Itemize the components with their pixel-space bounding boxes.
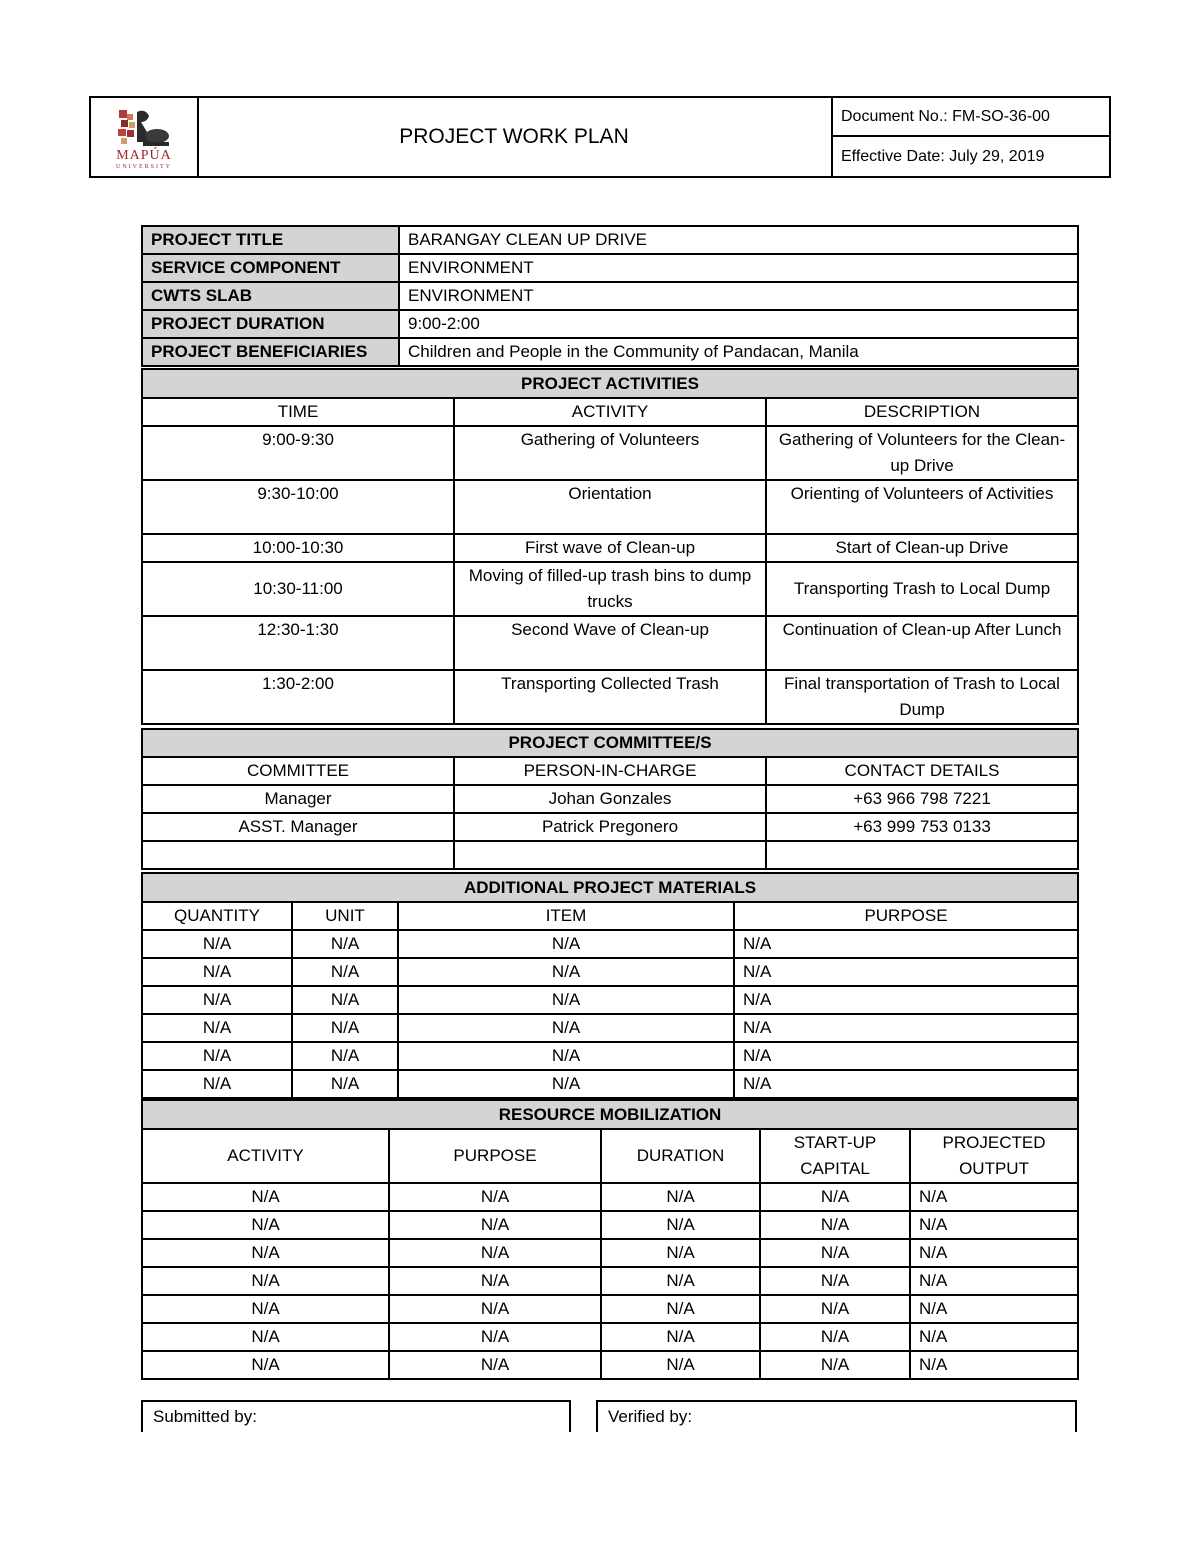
material-quantity: N/A: [142, 930, 292, 958]
material-purpose: N/A: [734, 1070, 1078, 1098]
material-unit: N/A: [292, 958, 398, 986]
resource-capital: N/A: [760, 1295, 910, 1323]
table-row: [142, 958, 1078, 986]
material-quantity: N/A: [142, 1042, 292, 1070]
activity-name: Orientation: [454, 480, 766, 534]
activity-time: 9:00-9:30: [142, 426, 454, 480]
info-label: SERVICE COMPONENT: [142, 254, 399, 282]
resource-output: N/A: [910, 1183, 1078, 1211]
resource-duration: N/A: [601, 1295, 760, 1323]
table-row: [142, 841, 1078, 869]
committee-person: [454, 841, 766, 869]
project-info-table: [141, 225, 1079, 367]
resource-capital: N/A: [760, 1351, 910, 1379]
verified-by-label: Verified by:: [608, 1407, 693, 1426]
table-row: [142, 986, 1078, 1014]
resource-purpose: N/A: [389, 1267, 601, 1295]
material-item: N/A: [398, 1014, 734, 1042]
additional-materials-table: [141, 872, 1079, 1099]
activity-time: 9:30-10:00: [142, 480, 454, 534]
committee-role: Manager: [142, 785, 454, 813]
table-row: [142, 1070, 1078, 1098]
table-row: [142, 1183, 1078, 1211]
material-unit: N/A: [292, 1042, 398, 1070]
info-row-title: [142, 226, 1078, 254]
info-row-beneficiaries: [142, 338, 1078, 366]
info-label: PROJECT BENEFICIARIES: [142, 338, 399, 366]
section-heading: ADDITIONAL PROJECT MATERIALS: [142, 873, 1078, 902]
column-header-row: [142, 757, 1078, 785]
table-row: [142, 1351, 1078, 1379]
material-quantity: N/A: [142, 1014, 292, 1042]
resource-mobilization-table: [141, 1099, 1079, 1380]
material-item: N/A: [398, 1042, 734, 1070]
resource-capital: N/A: [760, 1267, 910, 1295]
verified-by-box: [596, 1400, 1077, 1432]
resource-output: N/A: [910, 1295, 1078, 1323]
column-header-row: [142, 902, 1078, 930]
material-purpose: N/A: [734, 986, 1078, 1014]
info-row-cwts-slab: [142, 282, 1078, 310]
material-quantity: N/A: [142, 958, 292, 986]
column-header: PERSON-IN-CHARGE: [454, 757, 766, 785]
resource-purpose: N/A: [389, 1211, 601, 1239]
table-row: [142, 534, 1078, 562]
info-label: CWTS SLAB: [142, 282, 399, 310]
resource-purpose: N/A: [389, 1351, 601, 1379]
column-header: COMMITTEE: [142, 757, 454, 785]
section-heading: PROJECT COMMITTEE/S: [142, 729, 1078, 757]
activity-time: 1:30-2:00: [142, 670, 454, 724]
info-label: PROJECT DURATION: [142, 310, 399, 338]
table-row: [142, 813, 1078, 841]
info-row-service-component: [142, 254, 1078, 282]
column-header: ACTIVITY: [142, 1129, 389, 1183]
table-row: [142, 670, 1078, 724]
table-row: [142, 426, 1078, 480]
table-row: [142, 562, 1078, 616]
info-row-duration: [142, 310, 1078, 338]
activity-description: Transporting Trash to Local Dump: [766, 562, 1078, 616]
resource-activity: N/A: [142, 1183, 389, 1211]
material-item: N/A: [398, 958, 734, 986]
activity-name: Gathering of Volunteers: [454, 426, 766, 480]
document-title: PROJECT WORK PLAN: [197, 98, 833, 176]
table-row: [142, 785, 1078, 813]
committee-role: ASST. Manager: [142, 813, 454, 841]
column-header: CONTACT DETAILS: [766, 757, 1078, 785]
resource-capital: N/A: [760, 1239, 910, 1267]
material-purpose: N/A: [734, 1042, 1078, 1070]
committee-person: Patrick Pregonero: [454, 813, 766, 841]
resource-activity: N/A: [142, 1211, 389, 1239]
committee-contact: +63 966 798 7221: [766, 785, 1078, 813]
resource-duration: N/A: [601, 1239, 760, 1267]
activity-description: Continuation of Clean-up After Lunch: [766, 616, 1078, 670]
project-activities-table: [141, 368, 1079, 725]
resource-purpose: N/A: [389, 1323, 601, 1351]
committee-contact: [766, 841, 1078, 869]
activity-name: Moving of filled-up trash bins to dump trucks: [454, 562, 766, 616]
resource-duration: N/A: [601, 1323, 760, 1351]
submitted-by-label: Submitted by:: [153, 1407, 257, 1426]
material-quantity: N/A: [142, 1070, 292, 1098]
resource-capital: N/A: [760, 1323, 910, 1351]
column-header: TIME: [142, 398, 454, 426]
table-row: [142, 1042, 1078, 1070]
activity-description: Start of Clean-up Drive: [766, 534, 1078, 562]
resource-output: N/A: [910, 1323, 1078, 1351]
table-row: [142, 480, 1078, 534]
table-row: [142, 1267, 1078, 1295]
activity-time: 10:00-10:30: [142, 534, 454, 562]
info-value: ENVIRONMENT: [399, 282, 1078, 310]
column-header: DESCRIPTION: [766, 398, 1078, 426]
resource-output: N/A: [910, 1211, 1078, 1239]
project-committee-table: [141, 728, 1079, 870]
table-row: [142, 1211, 1078, 1239]
material-purpose: N/A: [734, 1014, 1078, 1042]
logo-subtext: UNIVERSITY: [116, 164, 172, 170]
activity-description: Orienting of Volunteers of Activities: [766, 480, 1078, 534]
table-row: [142, 1295, 1078, 1323]
column-header: UNIT: [292, 902, 398, 930]
logo-cell: [91, 98, 199, 176]
section-heading: PROJECT ACTIVITIES: [142, 369, 1078, 398]
column-header: PURPOSE: [389, 1129, 601, 1183]
column-header: DURATION: [601, 1129, 760, 1183]
table-row: [142, 930, 1078, 958]
info-value: BARANGAY CLEAN UP DRIVE: [399, 226, 1078, 254]
activity-description: Final transportation of Trash to Local Dump: [766, 670, 1078, 724]
column-header: PROJECTED OUTPUT: [910, 1129, 1078, 1183]
activity-description: Gathering of Volunteers for the Clean-up Drive: [766, 426, 1078, 480]
resource-purpose: N/A: [389, 1239, 601, 1267]
document-number: Document No.: FM-SO-36-00: [831, 98, 1109, 137]
activity-time: 10:30-11:00: [142, 562, 454, 616]
info-value: Children and People in the Community of Pandacan, Manila: [399, 338, 1078, 366]
resource-output: N/A: [910, 1351, 1078, 1379]
column-header: START-UP CAPITAL: [760, 1129, 910, 1183]
activity-name: Transporting Collected Trash: [454, 670, 766, 724]
resource-duration: N/A: [601, 1211, 760, 1239]
column-header: QUANTITY: [142, 902, 292, 930]
resource-output: N/A: [910, 1239, 1078, 1267]
material-unit: N/A: [292, 1014, 398, 1042]
info-label: PROJECT TITLE: [142, 226, 399, 254]
resource-activity: N/A: [142, 1323, 389, 1351]
resource-duration: N/A: [601, 1183, 760, 1211]
resource-activity: N/A: [142, 1295, 389, 1323]
logo-text: MAPÚA: [116, 148, 172, 163]
table-row: [142, 616, 1078, 670]
resource-purpose: N/A: [389, 1183, 601, 1211]
resource-duration: N/A: [601, 1351, 760, 1379]
submitted-by-box: [141, 1400, 571, 1432]
effective-date: Effective Date: July 29, 2019: [841, 147, 1045, 165]
resource-capital: N/A: [760, 1183, 910, 1211]
info-value: 9:00-2:00: [399, 310, 1078, 338]
committee-person: Johan Gonzales: [454, 785, 766, 813]
document-header: [89, 96, 1111, 178]
resource-capital: N/A: [760, 1211, 910, 1239]
material-item: N/A: [398, 986, 734, 1014]
material-purpose: N/A: [734, 958, 1078, 986]
column-header-row: [142, 1129, 1078, 1183]
activity-time: 12:30-1:30: [142, 616, 454, 670]
resource-duration: N/A: [601, 1267, 760, 1295]
info-value: ENVIRONMENT: [399, 254, 1078, 282]
table-row: [142, 1323, 1078, 1351]
activity-name: Second Wave of Clean-up: [454, 616, 766, 670]
resource-activity: N/A: [142, 1351, 389, 1379]
material-item: N/A: [398, 930, 734, 958]
resource-activity: N/A: [142, 1239, 389, 1267]
column-header: ACTIVITY: [454, 398, 766, 426]
material-unit: N/A: [292, 1070, 398, 1098]
column-header: ITEM: [398, 902, 734, 930]
committee-contact: +63 999 753 0133: [766, 813, 1078, 841]
material-unit: N/A: [292, 930, 398, 958]
section-heading: RESOURCE MOBILIZATION: [142, 1100, 1078, 1129]
material-purpose: N/A: [734, 930, 1078, 958]
material-quantity: N/A: [142, 986, 292, 1014]
resource-output: N/A: [910, 1267, 1078, 1295]
material-unit: N/A: [292, 986, 398, 1014]
resource-activity: N/A: [142, 1267, 389, 1295]
column-header: PURPOSE: [734, 902, 1078, 930]
table-row: [142, 1239, 1078, 1267]
activity-name: First wave of Clean-up: [454, 534, 766, 562]
committee-role: [142, 841, 454, 869]
resource-purpose: N/A: [389, 1295, 601, 1323]
table-row: [142, 1014, 1078, 1042]
material-item: N/A: [398, 1070, 734, 1098]
column-header-row: [142, 398, 1078, 426]
